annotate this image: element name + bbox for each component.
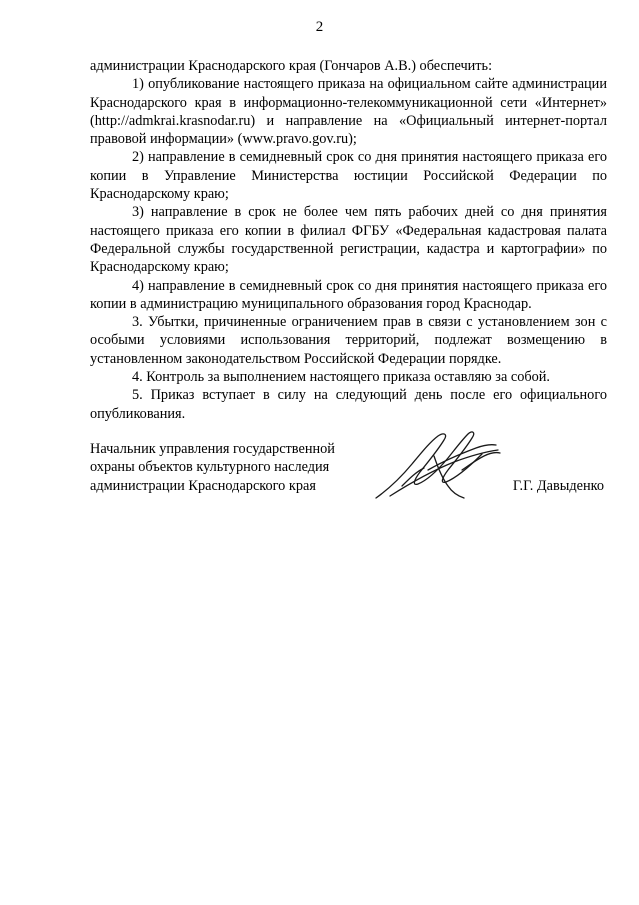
document-body bbox=[90, 57, 607, 423]
signatory-title bbox=[90, 440, 390, 495]
signatory-name: Г.Г. Давыденко bbox=[512, 477, 604, 494]
page-number: 2 bbox=[315, 19, 324, 35]
paragraph-continuation: администрации Краснодарского края (Гончаров А.В.) обеспечить: bbox=[90, 58, 493, 74]
signature-block bbox=[90, 440, 610, 510]
signatory-title-line: администрации Краснодарского края bbox=[90, 477, 316, 494]
paragraph-item-2: 2) направление в семидневный срок со дня принятия настоящего приказа его копии в Управление Министерства юстиции Российской Федерации по Краснодарскому краю; bbox=[90, 149, 607, 203]
paragraph-item-4: 4) направление в семидневный срок со дня принятия настоящего приказа его копии в администрацию муниципального образования город Краснодар. bbox=[90, 277, 607, 312]
paragraph-item-1: 1) опубликование настоящего приказа на официальном сайте администрации Краснодарского края в информационно-телекоммуникационной сети «Интернет» (http://admkrai.krasnodar.ru) и направление на «Официальный интернет-портал правовой информации» (www.pravo.gov.ru); bbox=[90, 76, 607, 148]
handwritten-signature bbox=[372, 426, 502, 502]
paragraph-clause-5: 5. Приказ вступает в силу на следующий день после его официального опубликования. bbox=[90, 387, 607, 422]
paragraph-item-3: 3) направление в срок не более чем пять рабочих дней со дня принятия настоящего приказа его копии в филиал ФГБУ «Федеральная кадастровая палата Федеральной службы государственной регистрации, кадастра и картографии» по Краснодарскому краю; bbox=[90, 204, 607, 276]
signatory-title-line: охраны объектов культурного наследия bbox=[90, 459, 330, 476]
signatory-title-line: Начальник управления государственной bbox=[90, 441, 335, 457]
paragraph-clause-4: 4. Контроль за выполнением настоящего приказа оставляю за собой. bbox=[132, 369, 551, 386]
paragraph-clause-3: 3. Убытки, причиненные ограничением прав в связи с установлением зон с особыми условиями использования территорий, подлежат возмещению в установленном законодательством Российской Федерации порядке. bbox=[90, 314, 607, 367]
